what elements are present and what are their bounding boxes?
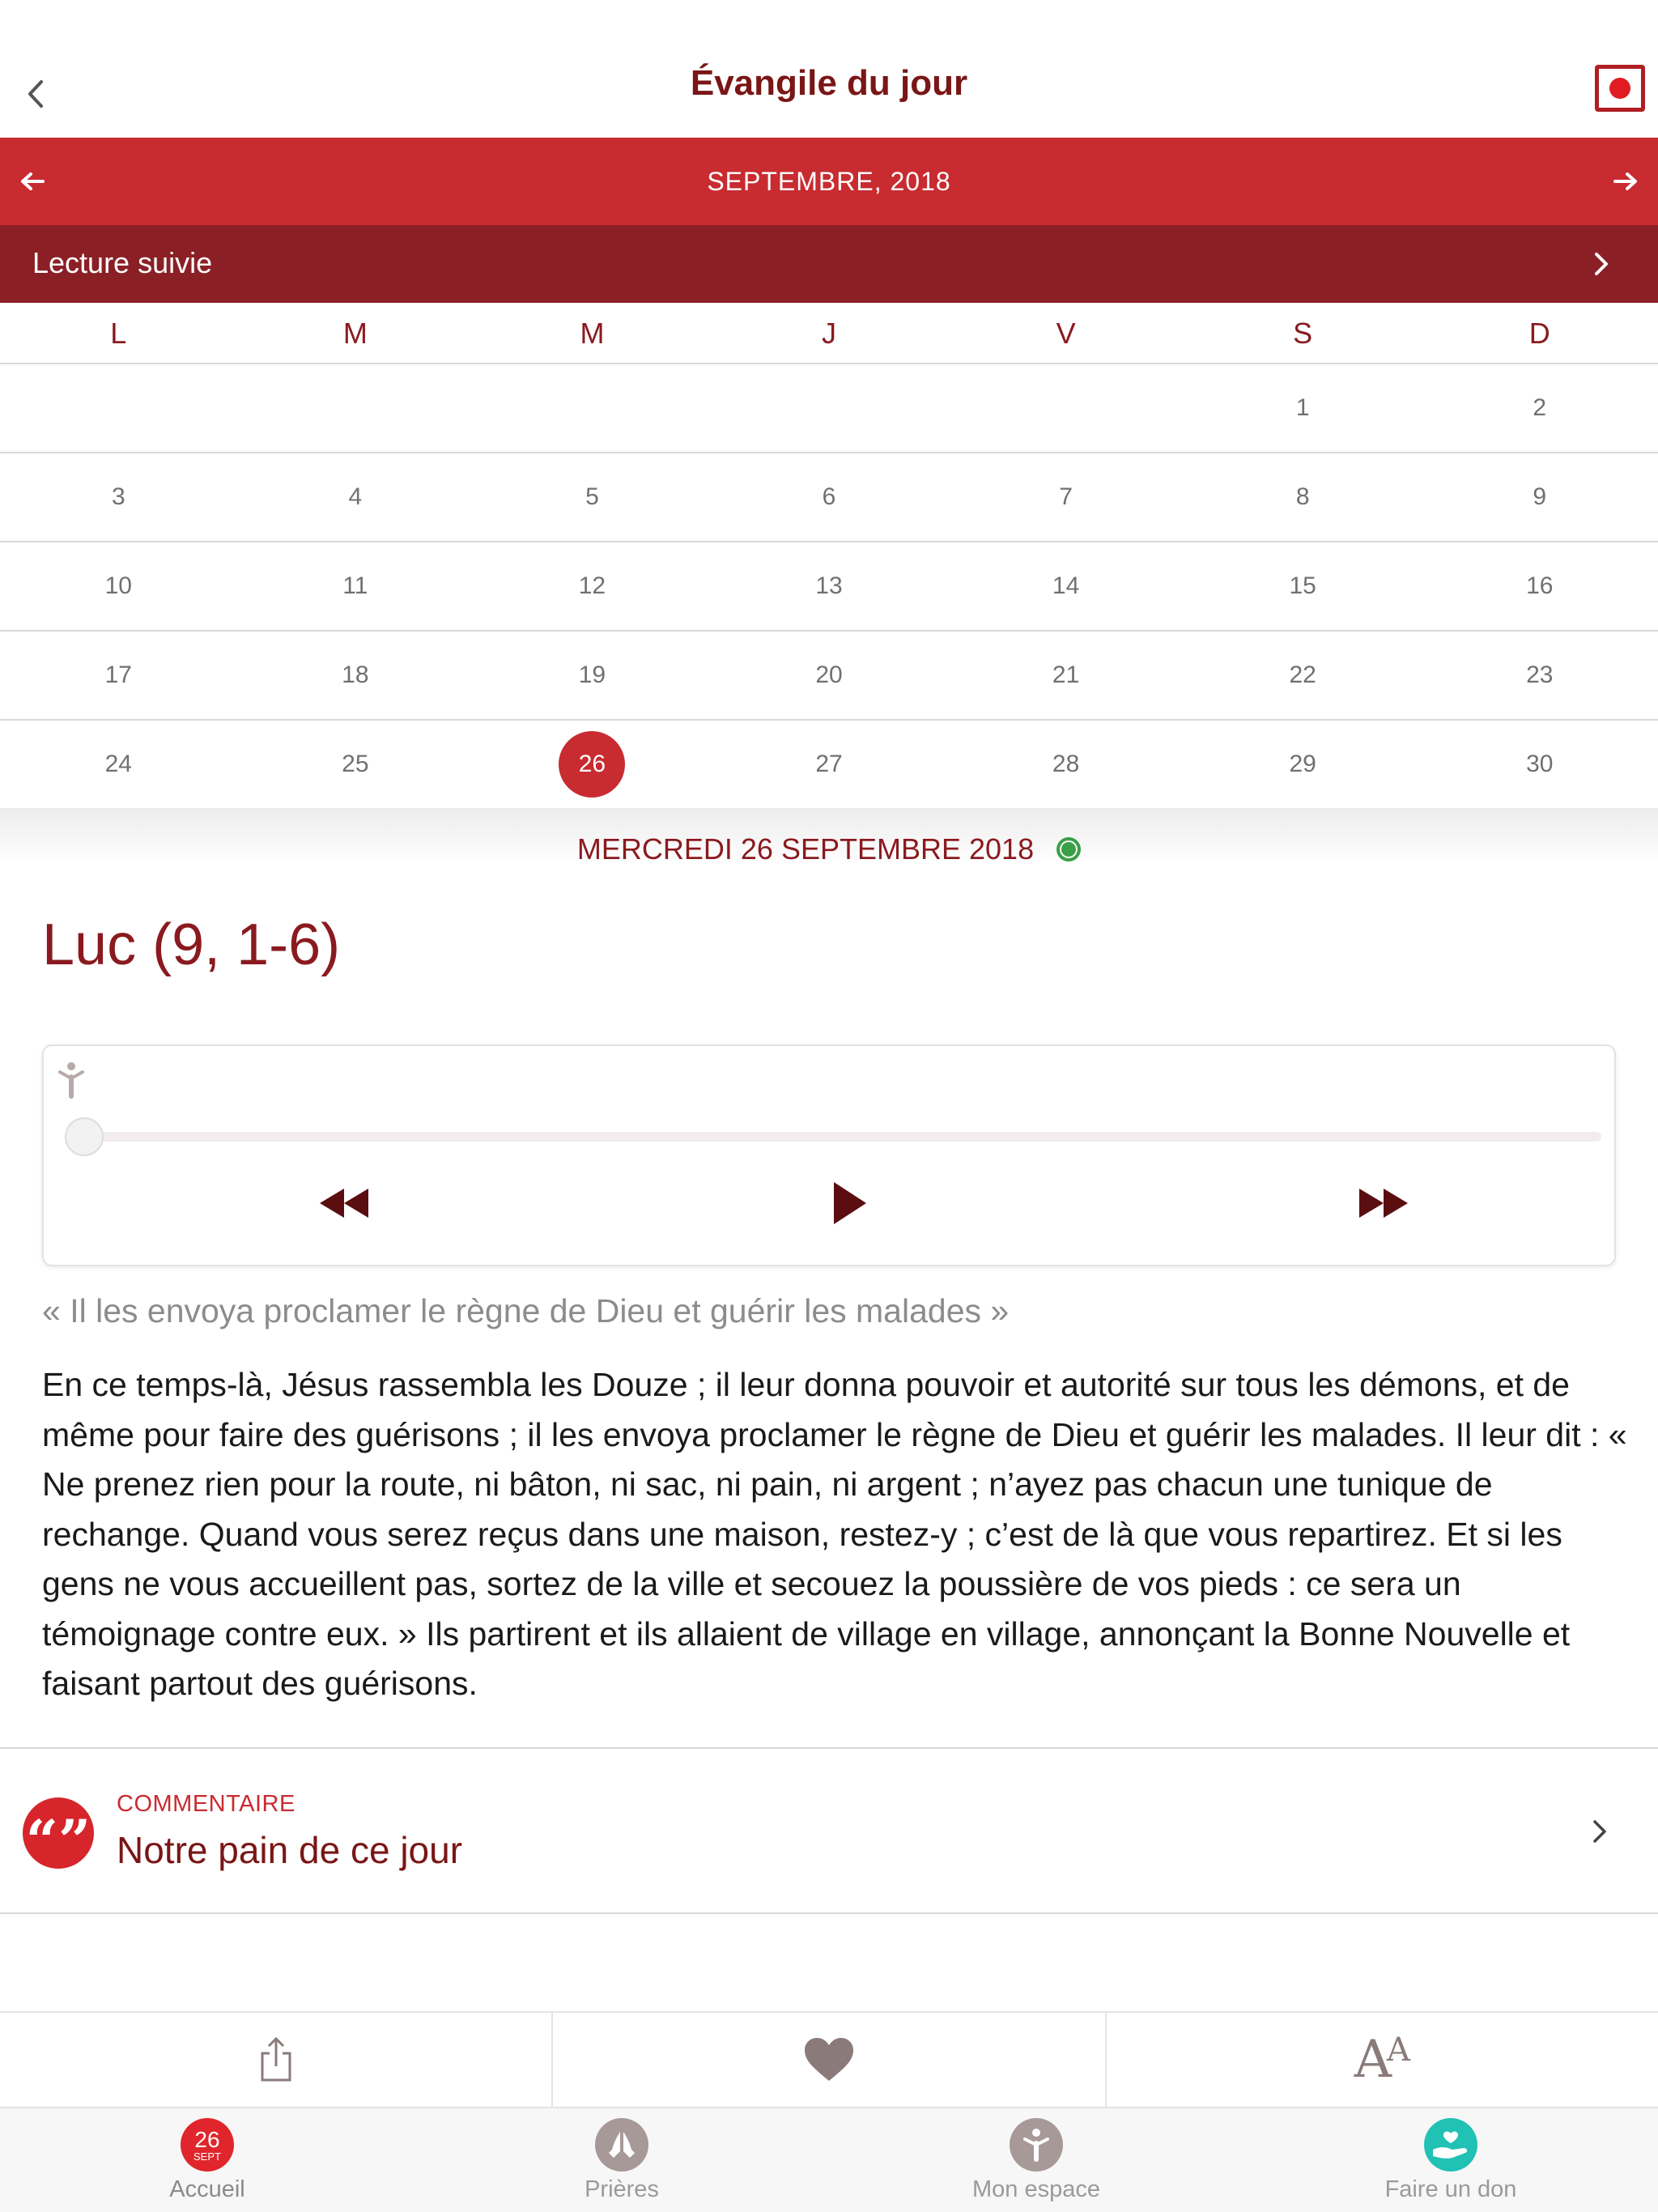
calendar-day-number: 23	[1526, 661, 1554, 688]
chevron-right-icon	[1584, 1809, 1616, 1854]
calendar-day[interactable]	[711, 542, 948, 630]
calendar-day-number: 30	[1526, 751, 1554, 777]
record-button[interactable]	[1595, 65, 1645, 112]
favorite-button[interactable]	[553, 2013, 1106, 2107]
calendar-day-number: 15	[1289, 572, 1316, 599]
calendar-day-number	[85, 375, 151, 441]
calendar-day[interactable]	[237, 632, 474, 719]
calendar-day[interactable]	[237, 453, 474, 541]
calendar-day-number: 12	[578, 572, 606, 599]
calendar-day-number	[796, 375, 862, 441]
calendar-day-number: 10	[104, 572, 132, 599]
calendar-day[interactable]	[947, 632, 1184, 719]
quote-icon: “”	[23, 1797, 94, 1869]
calendar-day[interactable]	[1184, 453, 1422, 541]
calendar-day-number: 13	[815, 572, 843, 599]
action-bar	[0, 2011, 1658, 2107]
tab-label: Prières	[585, 2176, 659, 2202]
praying-hands-icon	[595, 2118, 648, 2172]
calendar-day-number: 1	[1295, 394, 1310, 421]
calendar-day-number: 11	[342, 572, 368, 599]
calendar-day-number	[1033, 375, 1099, 441]
calendar-day[interactable]	[237, 542, 474, 630]
calendar-day[interactable]	[947, 453, 1184, 541]
calendar-grid	[0, 303, 1658, 808]
calendar-day-number: 27	[815, 751, 843, 777]
calendar-week-row	[0, 721, 1658, 810]
rewind-button[interactable]	[300, 1174, 389, 1232]
tab-label: Mon espace	[972, 2176, 1100, 2202]
calendar-day[interactable]	[474, 542, 711, 630]
fast-forward-icon	[1359, 1189, 1408, 1218]
month-label: SEPTEMBRE, 2018	[707, 167, 951, 196]
page-title: Évangile du jour	[690, 63, 968, 103]
tab-label: Faire un don	[1384, 2176, 1517, 2202]
calendar-day[interactable]	[0, 721, 237, 808]
calendar-day[interactable]	[947, 542, 1184, 630]
commentary-label: COMMENTAIRE	[117, 1791, 295, 1817]
calendar-day[interactable]	[237, 721, 474, 808]
calendar-day-number	[322, 375, 389, 441]
calendar-day-number: 29	[1289, 751, 1316, 777]
tab-accueil[interactable]	[0, 2108, 414, 2212]
calendar-empty-cell	[947, 364, 1184, 452]
calendar-day[interactable]	[0, 453, 237, 541]
reading-subtitle: « Il les envoya proclamer le règne de Dieu et guérir les malades »	[42, 1292, 1010, 1329]
calendar-week-row	[0, 364, 1658, 453]
selected-date-line	[0, 832, 1658, 866]
person-icon	[55, 1061, 87, 1100]
lecture-suivie-label: Lecture suivie	[32, 246, 213, 279]
share-button[interactable]	[0, 2013, 553, 2107]
weekday-label: D	[1528, 317, 1550, 350]
calendar-day-number: 7	[1059, 483, 1073, 510]
calendar-day-number: 24	[104, 751, 132, 777]
calendar-day-number: 8	[1295, 483, 1310, 510]
calendar-day[interactable]	[1421, 632, 1658, 719]
calendar-day-number: 3	[111, 483, 125, 510]
calendar-day[interactable]	[474, 453, 711, 541]
weekday-label: M	[580, 317, 605, 350]
calendar-day-number: 26	[559, 731, 625, 798]
donate-hand-icon	[1424, 2118, 1477, 2172]
calendar-week-row	[0, 453, 1658, 542]
audio-player	[42, 1044, 1616, 1266]
weekday-label: L	[110, 317, 127, 350]
calendar-day[interactable]	[1184, 632, 1422, 719]
calendar-day-number: 16	[1526, 572, 1554, 599]
calendar-day[interactable]	[711, 721, 948, 808]
record-icon	[1609, 78, 1630, 99]
gospel-text: En ce temps-là, Jésus rassembla les Douze ; il leur donna pouvoir et autorité sur tous les démons, et de même pour faire des guérisons ; il les envoya proclamer le règne de Dieu et guérir les malades. Il leur dit : « Ne prenez rien pour la route, ni bâton, ni sac, ni pain, ni argent ; n’ayez pas chacun une tunique de rechange. Quand vous serez reçus dans une maison, restez-y ; c’est de là que vous repartirez. Et si les gens ne vous accueillent pas, sortez de la ville et secouez la poussière de vos pieds : ce sera un témoignage contre eux. » Ils partirent et ils allaient de village en village, annonçant la Bonne Nouvelle et faisant partout des guérisons.	[42, 1366, 1627, 1702]
tab-faire-un-don[interactable]	[1244, 2108, 1658, 2212]
calendar-empty-cell	[0, 364, 237, 452]
date-badge-month: SEPT	[193, 2150, 221, 2163]
tab-prieres[interactable]	[414, 2108, 829, 2212]
selected-date-text: MERCREDI 26 SEPTEMBRE 2018	[576, 832, 1035, 866]
calendar-day-number: 14	[1052, 572, 1080, 599]
next-month-button[interactable]	[1603, 159, 1648, 204]
calendar-day-number: 2	[1533, 394, 1547, 421]
calendar-day[interactable]	[474, 721, 711, 808]
calendar-day-number: 6	[822, 483, 836, 510]
tab-label: Accueil	[169, 2176, 245, 2202]
calendar-week-row	[0, 632, 1658, 721]
calendar-day[interactable]	[0, 632, 237, 719]
calendar-day[interactable]	[1184, 721, 1422, 808]
share-icon	[259, 2037, 293, 2082]
calendar-day[interactable]	[1421, 542, 1658, 630]
calendar-day-number: 4	[348, 483, 363, 510]
audio-progress-knob[interactable]	[65, 1117, 104, 1156]
person-icon	[1010, 2118, 1063, 2172]
calendar-date-icon	[181, 2118, 234, 2172]
font-size-icon	[1354, 2030, 1410, 2090]
calendar-week-row	[0, 542, 1658, 632]
calendar-empty-cell	[474, 364, 711, 452]
liturgical-color-icon	[1056, 837, 1081, 861]
calendar-day[interactable]	[1421, 721, 1658, 808]
weekday-label: V	[1056, 317, 1076, 350]
calendar-day[interactable]	[0, 542, 237, 630]
date-badge-day: 26	[194, 2126, 220, 2152]
calendar-day-number: 25	[342, 751, 369, 777]
month-navigation-bar	[0, 138, 1658, 225]
font-size-small-glyph: A	[1386, 2031, 1410, 2069]
top-navigation-bar	[0, 0, 1658, 138]
weekday-header	[0, 303, 1658, 364]
calendar-day[interactable]	[474, 632, 711, 719]
tab-mon-espace[interactable]	[829, 2108, 1244, 2212]
calendar-empty-cell	[711, 364, 948, 452]
calendar-empty-cell	[237, 364, 474, 452]
calendar-day[interactable]	[947, 721, 1184, 808]
play-icon	[832, 1182, 866, 1224]
calendar-day[interactable]	[1184, 542, 1422, 630]
calendar-day[interactable]	[1184, 364, 1422, 452]
divider	[0, 1912, 1658, 1914]
calendar-day-number: 5	[585, 483, 599, 510]
chevron-right-icon	[1585, 243, 1618, 285]
calendar-day-number: 22	[1289, 661, 1316, 688]
calendar-day-number: 28	[1052, 751, 1080, 777]
calendar-day[interactable]	[1421, 364, 1658, 452]
divider	[0, 1747, 1658, 1749]
calendar-day-number: 17	[104, 661, 132, 688]
calendar-day-number	[559, 375, 625, 441]
weekday-label: M	[342, 317, 368, 350]
fast-forward-button[interactable]	[1339, 1174, 1428, 1232]
weekday-label: S	[1293, 317, 1313, 350]
reading-reference: Luc (9, 1-6)	[42, 912, 341, 977]
calendar-day-number: 20	[815, 661, 843, 688]
calendar-day-number: 19	[578, 661, 606, 688]
calendar-day[interactable]	[711, 453, 948, 541]
audio-progress-track[interactable]	[79, 1132, 1601, 1142]
calendar-day-number: 9	[1533, 483, 1547, 510]
calendar-day[interactable]	[711, 632, 948, 719]
tab-bar	[0, 2107, 1658, 2212]
commentary-title: Notre pain de ce jour	[117, 1829, 463, 1871]
heart-icon	[803, 2037, 855, 2082]
rewind-icon	[320, 1189, 368, 1218]
font-size-button[interactable]	[1107, 2013, 1658, 2107]
arrow-right-icon	[1613, 172, 1638, 191]
play-button[interactable]	[805, 1174, 894, 1232]
calendar-day-number: 21	[1052, 661, 1080, 688]
calendar-day-number: 18	[342, 661, 369, 688]
calendar-day[interactable]	[1421, 453, 1658, 541]
commentary-row[interactable]	[0, 1750, 1658, 1912]
weekday-label: J	[822, 317, 837, 350]
lecture-suivie-row[interactable]	[0, 225, 1658, 303]
font-size-big-glyph: A	[1354, 2030, 1392, 2090]
